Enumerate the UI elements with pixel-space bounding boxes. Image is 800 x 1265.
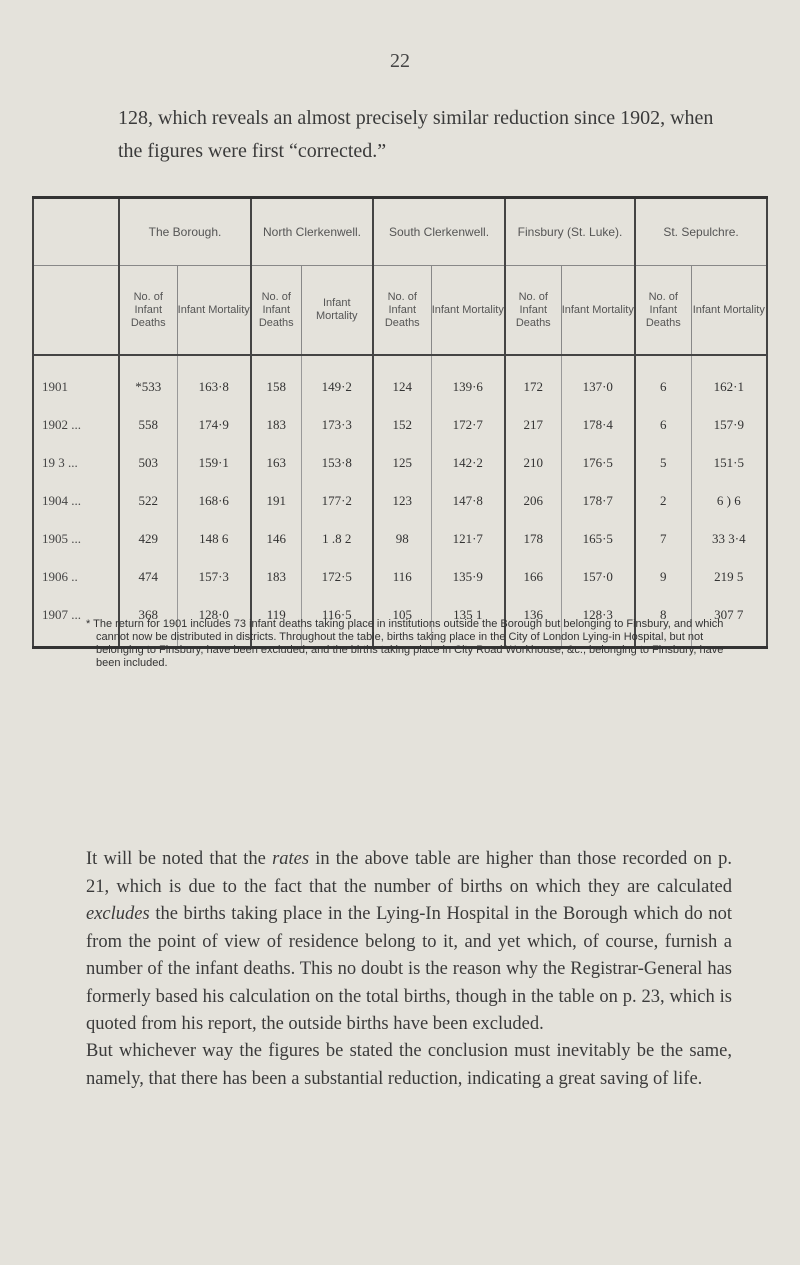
paragraph-rates-explanation [86,846,732,1039]
infant-mortality-cell: 135 1 [431,596,505,634]
mortality-header: Infant Mortality [301,266,373,356]
district-header-st-sepulchre: St. Sepulchre. [635,198,767,266]
year-cell: 19 3 ... [42,455,78,470]
infant-mortality-cell: 157·3 [177,558,251,596]
deaths-header: No. of Infant Deaths [635,266,691,356]
infant-deaths-cell: 125 [373,444,431,482]
infant-mortality-cell: 177·2 [301,482,373,520]
table-row [33,444,767,482]
sub-header-row [33,266,767,356]
table-spacer-row [33,355,767,368]
paragraph1-rates-word: rates [272,849,310,869]
infant-mortality-cell: 157·0 [561,558,635,596]
infant-deaths-cell: 163 [251,444,301,482]
infant-mortality-cell: 163·8 [177,368,251,406]
paragraph1-excludes-word: excludes [86,904,150,924]
infant-deaths-cell: 158 [251,368,301,406]
table-row [33,406,767,444]
infant-deaths-cell: 210 [505,444,561,482]
infant-mortality-cell: 137·0 [561,368,635,406]
infant-mortality-cell: 33 3·4 [691,520,767,558]
infant-mortality-cell: 153·8 [301,444,373,482]
infant-mortality-cell: 168·6 [177,482,251,520]
infant-deaths-cell: 6 [635,368,691,406]
district-header-row [33,198,767,266]
infant-deaths-cell: 105 [373,596,431,634]
year-cell: 1904 ... [42,493,81,508]
table-row [33,368,767,406]
district-header-north-clerkenwell: North Clerkenwell. [251,198,373,266]
intro-text: 128, which reveals an almost precisely similar reduction since 1902, when the figures were first “corrected.” [118,107,714,162]
infant-deaths-cell: 98 [373,520,431,558]
infant-mortality-cell: 1 .8 2 [301,520,373,558]
mortality-header: Infant Mortality [431,266,505,356]
infant-deaths-cell: 217 [505,406,561,444]
infant-mortality-cell: 6 ) 6 [691,482,767,520]
infant-deaths-cell: 9 [635,558,691,596]
infant-mortality-cell: 307 7 [691,596,767,634]
infant-deaths-cell: 8 [635,596,691,634]
infant-deaths-cell: 558 [119,406,177,444]
infant-mortality-cell: 178·4 [561,406,635,444]
corner-cell [33,198,119,266]
infant-mortality-table [32,196,768,649]
infant-deaths-cell: *533 [119,368,177,406]
deaths-header: No. of Infant Deaths [505,266,561,356]
paragraph1-part-a: It will be noted that the [86,849,273,869]
infant-deaths-cell: 123 [373,482,431,520]
infant-mortality-cell: 165·5 [561,520,635,558]
table-row [33,520,767,558]
infant-deaths-cell: 368 [119,596,177,634]
paragraph1-part-b: in the above table are higher than those recorded on p. 21, which is due to the fact that the number of births on which they are calculated [86,849,732,897]
infant-deaths-cell: 191 [251,482,301,520]
infant-deaths-cell: 119 [251,596,301,634]
year-cell: 1907 ... [42,607,81,622]
infant-deaths-cell: 183 [251,406,301,444]
infant-deaths-cell: 178 [505,520,561,558]
infant-mortality-cell: 142·2 [431,444,505,482]
mortality-header: Infant Mortality [177,266,251,356]
infant-deaths-cell: 5 [635,444,691,482]
infant-deaths-cell: 7 [635,520,691,558]
table-row [33,482,767,520]
infant-mortality-cell: 128·0 [177,596,251,634]
infant-mortality-cell: 178·7 [561,482,635,520]
infant-mortality-table-container [32,196,766,649]
table-row [33,558,767,596]
mortality-header: Infant Mortality [691,266,767,356]
infant-mortality-cell: 173·3 [301,406,373,444]
infant-deaths-cell: 474 [119,558,177,596]
table-footnote: * The return for 1901 includes 73 infant deaths taking place in institutions outside the Borough but belonging to Finsbury, and which cannot now be distributed in districts. Throughout the table, births taking place in the City of London Lying-in Hospital, but not belonging to Finsbury, have been excluded, and the births taking place in City Road Workhouse, &c., belonging to Finsbury, have been included. [86,618,724,669]
year-cell: 1906 .. [42,569,78,584]
district-header-south-clerkenwell: South Clerkenwell. [373,198,505,266]
deaths-header: No. of Infant Deaths [251,266,301,356]
page-number: 22 [390,50,410,72]
infant-deaths-cell: 166 [505,558,561,596]
infant-mortality-cell: 159·1 [177,444,251,482]
infant-mortality-cell: 172·7 [431,406,505,444]
infant-deaths-cell: 429 [119,520,177,558]
infant-mortality-cell: 147·8 [431,482,505,520]
table-body [33,355,767,648]
infant-deaths-cell: 116 [373,558,431,596]
infant-mortality-cell: 149·2 [301,368,373,406]
infant-deaths-cell: 124 [373,368,431,406]
year-cell: 1905 ... [42,531,81,546]
paragraph-conclusion: But whichever way the figures be stated the conclusion must inevitably be the same, namely, that there has been a substantial reduction, indicating a great saving of life. [86,1041,732,1089]
infant-deaths-cell: 152 [373,406,431,444]
infant-mortality-cell: 116·5 [301,596,373,634]
infant-deaths-cell: 136 [505,596,561,634]
mortality-header: Infant Mortality [561,266,635,356]
year-cell: 1901 [42,379,68,394]
infant-mortality-cell: 219 5 [691,558,767,596]
infant-mortality-cell: 176·5 [561,444,635,482]
infant-deaths-cell: 183 [251,558,301,596]
infant-deaths-cell: 146 [251,520,301,558]
infant-mortality-cell: 135·9 [431,558,505,596]
infant-mortality-cell: 121·7 [431,520,505,558]
district-header-borough: The Borough. [119,198,251,266]
infant-deaths-cell: 2 [635,482,691,520]
infant-mortality-cell: 157·9 [691,406,767,444]
infant-deaths-cell: 503 [119,444,177,482]
district-header-finsbury: Finsbury (St. Luke). [505,198,635,266]
infant-mortality-cell: 174·9 [177,406,251,444]
infant-mortality-cell: 172·5 [301,558,373,596]
infant-mortality-cell: 151·5 [691,444,767,482]
deaths-header: No. of Infant Deaths [373,266,431,356]
infant-deaths-cell: 522 [119,482,177,520]
infant-mortality-cell: 148 6 [177,520,251,558]
deaths-header: No. of Infant Deaths [119,266,177,356]
infant-mortality-cell: 128·3 [561,596,635,634]
infant-mortality-cell: 162·1 [691,368,767,406]
year-header [33,266,119,356]
infant-deaths-cell: 172 [505,368,561,406]
infant-mortality-cell: 139·6 [431,368,505,406]
infant-deaths-cell: 6 [635,406,691,444]
infant-deaths-cell: 206 [505,482,561,520]
year-cell: 1902 ... [42,417,81,432]
paragraph1-part-c: the births taking place in the Lying-In Hospital in the Borough which do not from the point of view of residence belong to it, and yet which, of course, furnish a number of the infant deaths. This no doubt is the reason why the Registrar-General has formerly based his calculation on the total births, though in the table on p. 23, which is quoted from his report, the outside births have been excluded. [86,904,732,1034]
